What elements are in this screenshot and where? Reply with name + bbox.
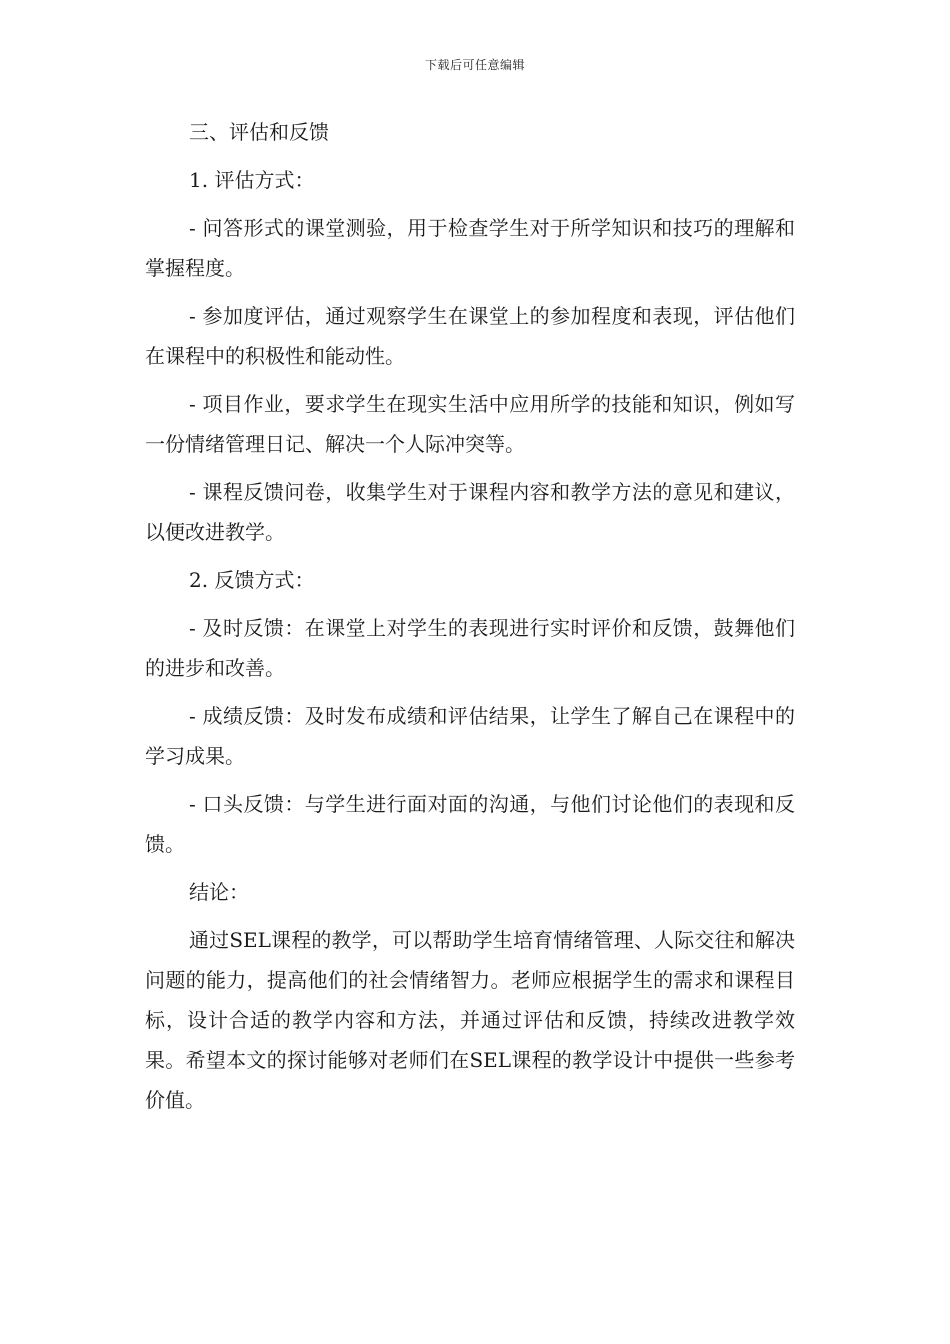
document-body bbox=[145, 112, 795, 1128]
subsection-heading: 1. 评估方式： bbox=[189, 168, 315, 192]
subsection-heading: 2. 反馈方式： bbox=[189, 568, 315, 592]
list-item: - 项目作业，要求学生在现实生活中应用所学的技能和知识，例如写一份情绪管理日记、解决一个人际冲突等。 bbox=[145, 392, 795, 456]
list-item: - 参加度评估，通过观察学生在课堂上的参加程度和表现，评估他们在课程中的积极性和能动性。 bbox=[145, 304, 795, 368]
list-item: - 口头反馈：与学生进行面对面的沟通，与他们讨论他们的表现和反馈。 bbox=[145, 792, 795, 856]
conclusion-heading: 结论： bbox=[189, 880, 249, 904]
list-item: - 课程反馈问卷，收集学生对于课程内容和教学方法的意见和建议，以便改进教学。 bbox=[145, 480, 795, 544]
page-header-note: 下载后可任意编辑 bbox=[424, 58, 525, 72]
section-heading: 三、评估和反馈 bbox=[189, 120, 329, 144]
conclusion-paragraph: 通过SEL课程的教学，可以帮助学生培育情绪管理、人际交往和解决问题的能力，提高他们的社会情绪智力。老师应根据学生的需求和课程目标，设计合适的教学内容和方法，并通过评估和反馈，持续改进教学效果。希望本文的探讨能够对老师们在SEL课程的教学设计中提供一些参考价值。 bbox=[145, 928, 795, 1112]
list-item: - 及时反馈：在课堂上对学生的表现进行实时评价和反馈，鼓舞他们的进步和改善。 bbox=[145, 616, 795, 680]
list-item: - 成绩反馈：及时发布成绩和评估结果，让学生了解自己在课程中的学习成果。 bbox=[145, 704, 795, 768]
list-item: - 问答形式的课堂测验，用于检查学生对于所学知识和技巧的理解和掌握程度。 bbox=[145, 216, 795, 280]
